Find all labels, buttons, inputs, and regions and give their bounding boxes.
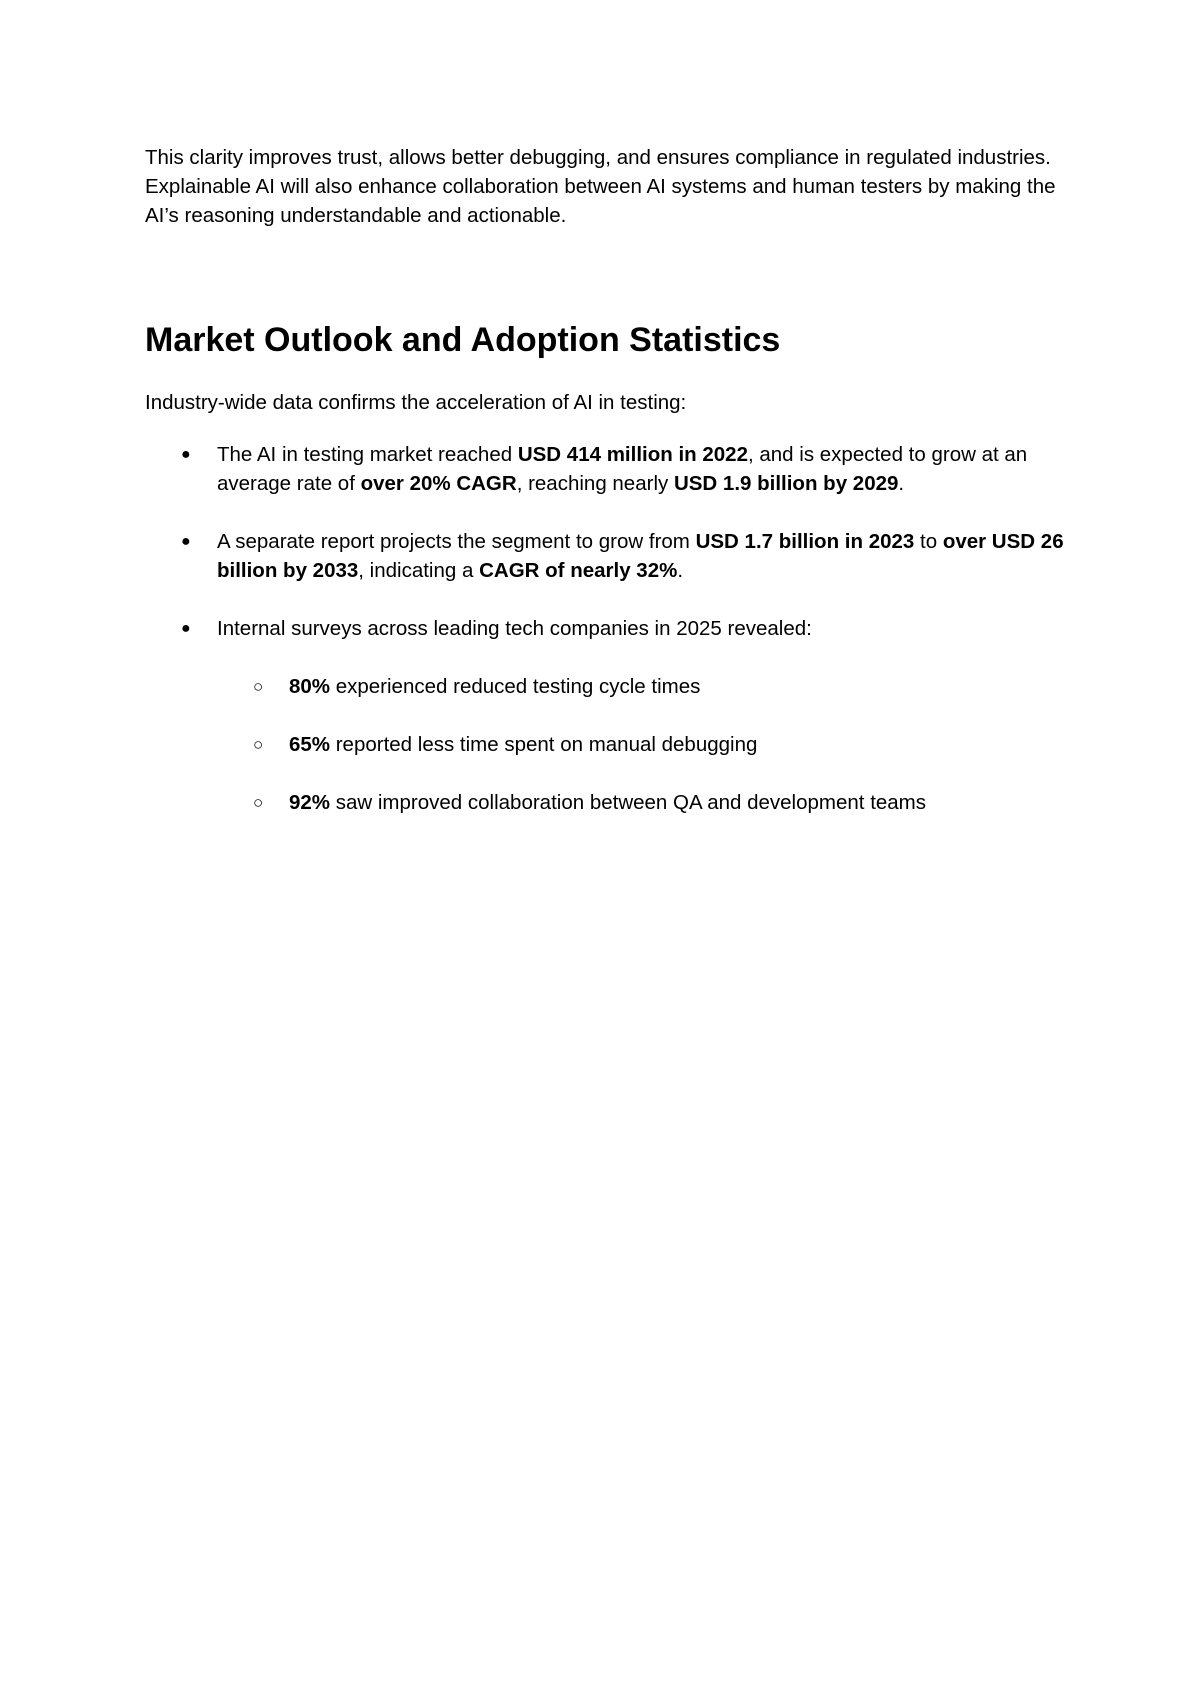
bullet-icon: ● xyxy=(181,446,191,463)
bullet-text: . xyxy=(898,472,905,495)
survey-text: experienced reduced testing cycle times xyxy=(330,675,701,698)
list-item xyxy=(145,614,1065,817)
bullet-bold-text: USD 414 million in 2022 xyxy=(517,443,748,466)
bullet-text: , indicating a xyxy=(358,559,480,582)
bullet-icon: ● xyxy=(181,620,191,637)
list-item xyxy=(145,527,1065,585)
bullet-list xyxy=(145,440,1065,846)
bullet-bold-text: over USD 26 billion by 2033 xyxy=(217,530,1064,582)
bullet-bold-text: CAGR of nearly 32% xyxy=(479,559,678,582)
list-item xyxy=(145,440,1065,498)
list-item xyxy=(217,788,1137,817)
bullet-bold-text: USD 1.7 billion in 2023 xyxy=(695,530,915,553)
list-item xyxy=(217,730,1137,759)
survey-percentage: 80% xyxy=(289,675,331,698)
hollow-bullet-icon: ○ xyxy=(253,735,264,754)
bullet-icon: ● xyxy=(181,533,191,550)
bullet-text: , and is expected to grow at an average rate of xyxy=(217,443,1028,495)
survey-sublist xyxy=(217,672,1065,817)
lead-paragraph: Industry-wide data confirms the acceleration of AI in testing: xyxy=(145,391,687,414)
survey-percentage: 92% xyxy=(289,791,331,814)
intro-paragraph: This clarity improves trust, allows better debugging, and ensures compliance in regulated industries. Explainable AI will also enhance collaboration between AI systems and human testers by making the AI’s reasoning understandable and actionable. xyxy=(145,146,1056,227)
section-heading: Market Outlook and Adoption Statistics xyxy=(145,321,781,359)
bullet-text: A separate report projects the segment to grow from xyxy=(217,530,696,553)
hollow-bullet-icon: ○ xyxy=(253,677,264,696)
bullet-text: Internal surveys across leading tech companies in 2025 revealed: xyxy=(217,617,812,640)
document-page xyxy=(145,143,1065,814)
survey-text: reported less time spent on manual debugging xyxy=(330,733,758,756)
survey-percentage: 65% xyxy=(289,733,331,756)
bullet-text: The AI in testing market reached xyxy=(217,443,518,466)
survey-text: saw improved collaboration between QA and development teams xyxy=(330,791,927,814)
list-item xyxy=(217,672,1137,701)
hollow-bullet-icon: ○ xyxy=(253,793,264,812)
bullet-bold-text: USD 1.9 billion by 2029 xyxy=(673,472,899,495)
bullet-text: , reaching nearly xyxy=(516,472,674,495)
bullet-text: . xyxy=(677,559,684,582)
bullet-bold-text: over 20% CAGR xyxy=(360,472,517,495)
bullet-text: to xyxy=(914,530,943,553)
